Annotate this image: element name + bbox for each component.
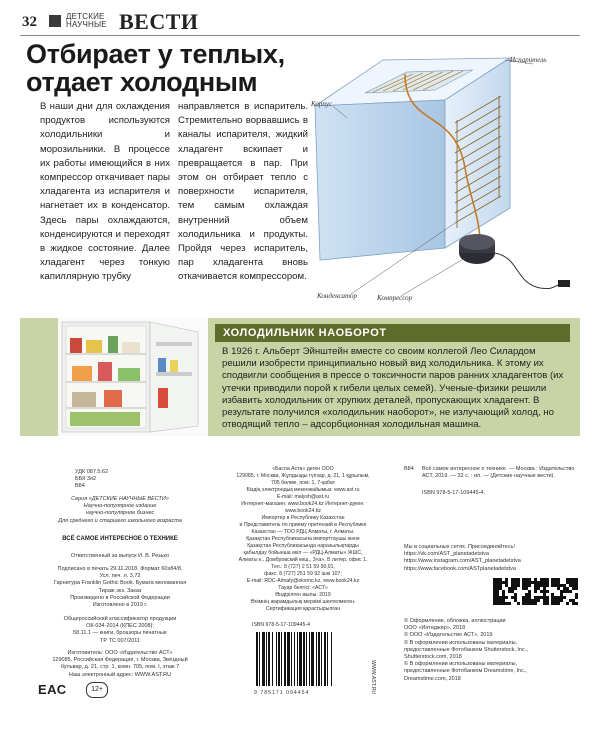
series-big-title: ВЕСТИ (119, 9, 199, 34)
print-line2: Усл. печ. л. 3,72 (99, 573, 141, 580)
print-line1: Подписано в печать 29.11.2018. Формат 60х84/8. (57, 566, 183, 572)
okp-line3: 58.11.1 — книги, брошюры печатные (73, 630, 167, 637)
series-info (40, 496, 200, 525)
code: В84 (75, 483, 85, 490)
mid-line: факс: 8 (727) 251 59 92 ішкі 107; (264, 571, 342, 577)
series-line1: Серия «ДЕТСКИЕ НАУЧНЫЕ ВЕСТИ» (71, 496, 169, 502)
mid-line: Алматы к., Домбровский көш., 3«а», Б литер, офис 1. (238, 557, 368, 563)
title-line1: Отбирает у теплых, (26, 39, 285, 69)
series-small-title (66, 13, 107, 29)
barcode-bar (309, 632, 310, 686)
print-line4: Тираж экз. Заказ (98, 587, 142, 594)
barcode-bar (256, 632, 258, 686)
maker-line1: Изготовитель: ООО «Издательство АСТ» (67, 650, 173, 656)
qr-code (493, 578, 520, 605)
mid-line: «Баспа Аста» деген ООО (272, 466, 334, 472)
page-number: 32 (22, 14, 37, 30)
age-rating-badge: 12+ (86, 682, 108, 698)
okp-line4: ТР ТС 007/2011 (100, 637, 140, 644)
barcode-bar (276, 632, 277, 686)
qr-code (551, 578, 578, 605)
title-line2: отдает холодным (26, 67, 258, 97)
print-line5: Произведено в Российской Федерации (70, 594, 170, 601)
maker-line4: Наш электронный адрес: WWW.AST.RU (68, 671, 172, 678)
copyright-line: © В оформлении использованы материалы, (404, 661, 518, 668)
mid-line: Өндірілген жылы: 2019 (275, 592, 331, 598)
copyright-line: предоставленные Фотобанком Dreamstime, Inc., (404, 668, 527, 675)
mid-line: Қазақстан Республикасына импорттаушы және (246, 536, 360, 542)
series-line3: научно-популярное бизнес (85, 510, 155, 517)
social-link-instagram[interactable]: https://www.instagram.com/AST_planetadetstva (404, 558, 521, 565)
label-condenser: Конденсатор (317, 292, 358, 300)
power-cable (495, 253, 560, 289)
power-plug (558, 280, 570, 287)
copyright-line: ООО «Интеджер», 2018 (404, 625, 466, 632)
social-link-facebook[interactable]: https://www.facebook.com/ASTplanetadetstva (404, 565, 516, 572)
mid-line: www.book24.kz (284, 508, 322, 514)
barcode-bar (294, 632, 295, 686)
barcode-bar (272, 632, 273, 686)
eac-mark: ЕАС (38, 682, 67, 697)
kz-imprint (212, 466, 394, 613)
barcode-bar (268, 632, 270, 686)
right-title: Всё самое интересное о технике. — Москва : Издательство АСТ, 2019. — 32 с. : ил. — (Детские научные вести). (422, 466, 575, 480)
barcode (252, 632, 370, 688)
okp-line1: Общероссийский классификатор продукции (63, 616, 177, 622)
barcode-bar (316, 632, 317, 686)
right-code: В84 (404, 466, 414, 472)
barcode-bar (327, 632, 328, 686)
social-heading: Мы в социальных сетях. Присоединяйтесь! (404, 544, 515, 550)
copyright-line: © ООО «Издательство АСТ», 2019 (404, 632, 493, 639)
barcode-bar (262, 632, 265, 686)
print-line3: Гарнитура Franklin Gothic Book. Бумага мелованная (53, 580, 187, 587)
qr-codes (493, 578, 579, 608)
series-line2: Научно-популярное издание (83, 503, 157, 510)
barcode-bar (311, 632, 314, 686)
label-body: Корпус (311, 100, 333, 108)
udk: УДК 087.5:62 (75, 469, 109, 475)
label-evaporator: Испаритель (510, 56, 547, 64)
series-small-line2: НАУЧНЫЕ (66, 20, 107, 29)
barcode-bar (303, 632, 305, 686)
copyright-line: предоставленные Фотобанком Shutterstock, Inc., (404, 646, 528, 653)
mid-line: Тел.: 8 (727) 2 51 59 90,91, (271, 564, 335, 570)
barcode-bar (318, 632, 320, 686)
barcode-bar (291, 632, 292, 686)
mid-line: Тауар белгісі: «АСТ» (278, 585, 328, 591)
udk-block (75, 469, 108, 491)
bbk: ББК 3я2 (75, 476, 97, 483)
copyright-block (404, 618, 582, 683)
maker-line3: бульвар, д. 21, стр. 1, комн. 705, пом. I, этаж 7 (60, 664, 180, 671)
mid-line: Интернет-магазин: www.book24.kz Интернет-дүкен: (241, 501, 365, 507)
copyright-line: © В оформлении использованы материалы, (404, 639, 518, 646)
barcode-bar (278, 632, 280, 686)
mid-line: E-mail: malysh@ast.ru (276, 494, 330, 500)
open-fridge-photo (58, 318, 208, 436)
mid-line: 705 бөлме, пом. 1, 7-қабат (271, 480, 335, 486)
barcode-bar (284, 632, 286, 686)
mid-line: Қазақстан Республикасында наразылықтарды (247, 543, 359, 549)
maker-info (30, 650, 210, 679)
article-title (26, 40, 326, 96)
copyright-line: Shutterstock.com, 2018 (404, 654, 462, 661)
header-divider (20, 35, 580, 36)
label-compressor: Компрессор (377, 294, 413, 302)
series-line4: Для среднего и старшего школьного возраста (58, 517, 182, 524)
sidebar-heading: ХОЛОДИЛЬНИК НАОБОРОТ (215, 324, 570, 342)
fridge-front (315, 100, 445, 260)
barcode-number: 9 785171 094454 (254, 690, 310, 696)
mid-line: Сертификация қарастырылған (265, 606, 341, 612)
barcode-bar (297, 632, 298, 686)
sidebar-text: В 1926 г. Альберт Эйнштейн вместе со своим коллегой Лео Силардом решили изобрести принципиально новый вид холодильника. К этому их сподвигли сообщения в прессе о токсичности паров ранних хладагентов (их утечки приводили порой к гибели целых семей). Ученые-физики решили избавить холодильник от хрупких деталей, пропускающих хладагент. В результате получился «холодильник наоборот», не излучающий холод, но отводящий тепло – адсорбционная холодильная машина. (222, 346, 564, 431)
maker-line2: 129085, Российская Федерация, г. Москва, Звёздный (52, 657, 188, 664)
barcode-bar (324, 632, 326, 686)
book-title: ВСЁ САМОЕ ИНТЕРЕСНОЕ О ТЕХНИКЕ (62, 536, 178, 542)
mid-line: 129085, г. Москва, Жұлдызды гүлзар, д. 21, 1 құрылым, (236, 473, 370, 479)
barcode-bar (331, 632, 332, 686)
mid-line: қабылдау бойынша өкіл — «РДЦ-Алматы» ЖШС, (243, 550, 363, 556)
fridge-diagram (305, 48, 590, 318)
mid-line: E-mail: RDC-Almaty@eksmo.kz, www.book24.kz (246, 578, 360, 584)
barcode-bar (306, 632, 307, 686)
barcode-bar (266, 632, 267, 686)
okp-info (40, 616, 200, 645)
mid-line: и Представитель по приему претензий в Республике (239, 522, 367, 528)
copyright-line: Dreamstime.com, 2018 (404, 675, 461, 682)
okp-line2: ОК-034-2014 (КПЕС 2008); (86, 623, 154, 630)
qr-code (522, 578, 549, 605)
article-column-1: В наши дни для охлаждения продуктов используются холодильники и морозильники. В процессе их работы имеющийся в них компрессор откачивает пары хладагента из испарителя и нагнетает их в конденсатор. Здесь пары охлаждаются, конденсируются и переходят в жидкое состояние. Далее хладагент через тонкую капиллярную трубку (40, 101, 170, 283)
mid-line: Біздің электрондық мекенжайымыз: www.ast.ru (246, 487, 360, 493)
barcode-bar (299, 632, 302, 686)
right-isbn: ISBN 978-5-17-109445-4. (422, 490, 485, 496)
print-info (32, 566, 208, 609)
compressor (459, 234, 495, 264)
isbn-side: ISBN 978-5-17-109445-4 (252, 622, 310, 628)
barcode-bar (287, 632, 290, 686)
editor: Ответственный за выпуск И. В. Резько (70, 553, 170, 559)
mid-line: Өнімнің жарамдылық мерзімі шектелмеген. (250, 599, 356, 605)
barcode-bar (321, 632, 322, 686)
barcode-bar (281, 632, 282, 686)
barcode-bar (259, 632, 260, 686)
header-square-icon (49, 15, 61, 27)
mid-line: Импортер в Республику Казахстан (261, 515, 345, 521)
article-column-2: направляется в испаритель. Стремительно ворвавшись в каналы испарителя, жидкий хладагент вскипает и превращается в пар. При этом он отбирает тепло с поверхности испарителя, тем самым охлаждая внутренний объем холодильника и продукты. Пройдя через испаритель, пар хладагента вновь откачивается компрессором. (178, 101, 308, 283)
print-line6: Изготовлено в 2019 г. (92, 602, 148, 609)
mid-line: Казахстан — ТОО РДЦ Алматы, г. Алматы. (251, 529, 355, 535)
barcode-side-text: WWW.AST.RU (370, 660, 376, 695)
social-block (404, 544, 582, 573)
series-small-line1: ДЕТСКИЕ (66, 12, 105, 21)
social-link-vk[interactable]: https://vk.com/AST_planetadetstva (404, 551, 489, 558)
copyright-line: © Оформление, обложка, иллюстрации (404, 618, 506, 624)
